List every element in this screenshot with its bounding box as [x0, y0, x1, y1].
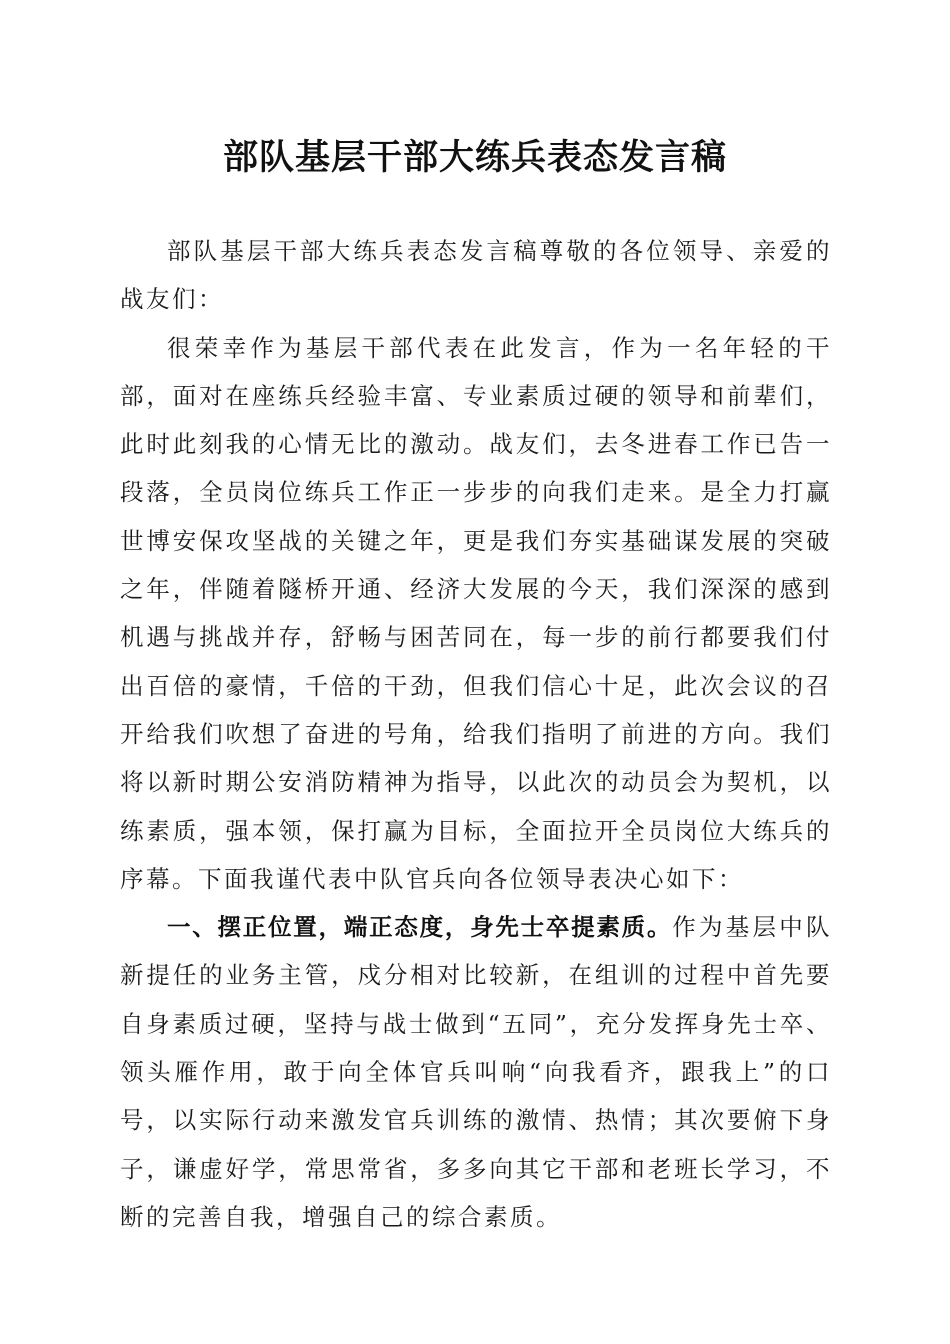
- paragraph-text: 部队基层干部大练兵表态发言稿尊敬的各位领导、亲爱的战友们：: [120, 237, 832, 314]
- paragraph-lead: 一、摆正位置，端正态度，身先士卒提素质。: [167, 913, 673, 942]
- document-title: 部队基层干部大练兵表态发言稿: [222, 137, 727, 178]
- paragraph-greeting: [120, 227, 832, 324]
- paragraph-point-one: [120, 903, 832, 1241]
- paragraph-text: 很荣幸作为基层干部代表在此发言，作为一名年轻的干部，面对在座练兵经验丰富、专业素质过硬的领导和前辈们，此时此刻我的心情无比的激动。战友们，去冬进春工作已告一段落，全员岗位练兵工作正一步步的向我们走来。是全力打赢世博安保攻坚战的关键之年，更是我们夯实基础谋发展的突破之年，伴随着隧桥开通、经济大发展的今天，我们深深的感到机遇与挑战并存，舒畅与困苦同在，每一步的前行都要我们付出百倍的豪情，千倍的干劲，但我们信心十足，此次会议的召开给我们吹想了奋进的号角，给我们指明了前进的方向。我们将以新时期公安消防精神为指导，以此次的动员会为契机，以练素质，强本领，保打赢为目标，全面拉开全员岗位大练兵的序幕。下面我谨代表中队官兵向各位领导表决心如下：: [120, 333, 832, 893]
- document-body: [120, 227, 832, 1241]
- paragraph-text: 作为基层中队新提任的业务主管，戍分相对比较新，在组训的过程中首先要自身素质过硬，坚持与战士做到“五同”，充分发挥身先士卒、领头雁作用，敢于向全体官兵叫响“向我看齐，跟我上”的口号，以实际行动来激发官兵训练的激情、热情；其次要俯下身子，谦虚好学，常思常省，多多向其它干部和老班长学习，不断的完善自我，增强自己的综合素质。: [120, 913, 833, 1231]
- paragraph-intro: [120, 324, 832, 904]
